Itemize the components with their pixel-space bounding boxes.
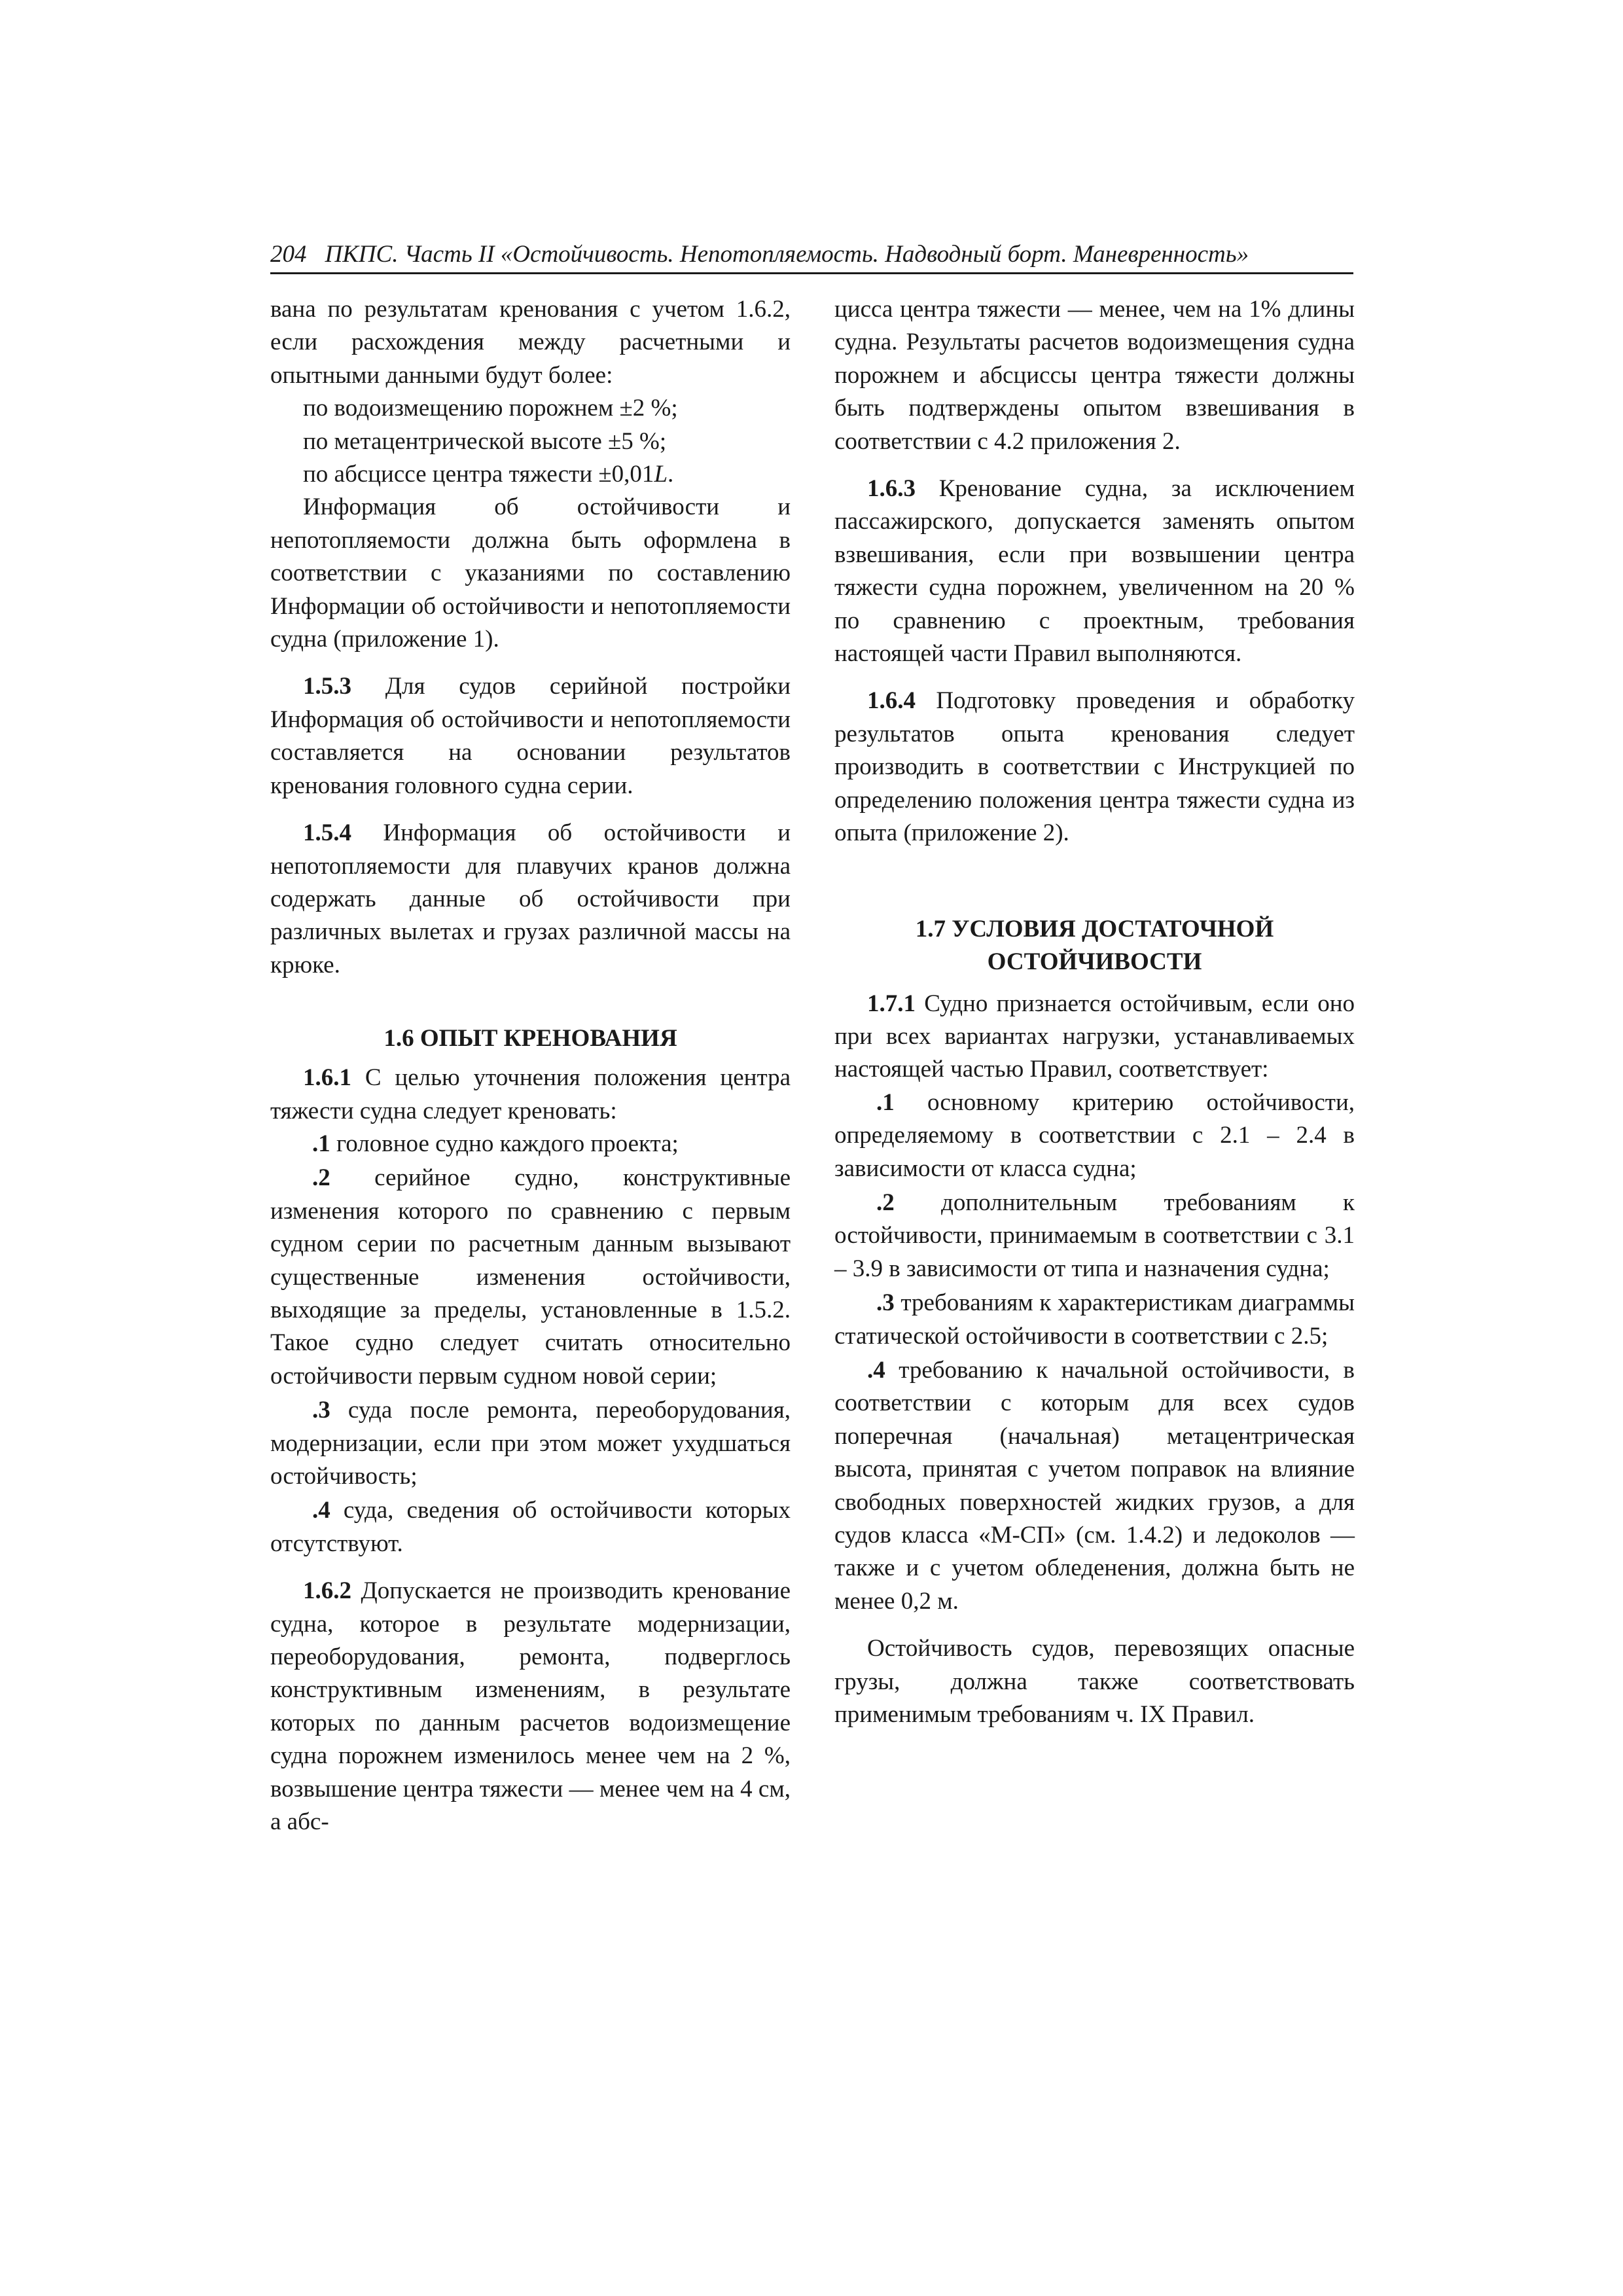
list-item-2 bbox=[270, 1162, 791, 1393]
criterion-item-4 bbox=[834, 1354, 1355, 1618]
list-item-1 bbox=[270, 1128, 791, 1160]
section-1-5-4 bbox=[270, 817, 791, 982]
section-number: 1.6.1 bbox=[303, 1064, 351, 1092]
item-text: головное судно каждого проекта; bbox=[330, 1130, 679, 1157]
criterion-item-2 bbox=[834, 1187, 1355, 1285]
section-text: Для судов серийной постройки Информация об остойчивости и непотопляемости составляется на основании результатов кренования головного судна серии. bbox=[270, 673, 791, 799]
section-1-6-3 bbox=[834, 473, 1355, 670]
item-text: серийное судно, конструктивные изменения которого по сравнению с первым судном серии по расчетным данным вызывают существенные изменения остойчивости, выходящие за пределы, установленные в 1.5.2. Такое судно следует считать относительно остойчивости первым судном новой серии; bbox=[270, 1164, 791, 1390]
item-number: .4 bbox=[867, 1356, 885, 1384]
section-number: 1.5.4 bbox=[303, 819, 351, 847]
header-rule bbox=[270, 272, 1353, 274]
section-text: Судно признается остойчивым, если оно при всех вариантах нагрузки, устанавливаемых настоящей частью Правил, соответствует: bbox=[834, 990, 1355, 1083]
right-column bbox=[834, 293, 1355, 1731]
section-number: 1.7.1 bbox=[867, 990, 916, 1017]
heading-1-7 bbox=[834, 913, 1355, 978]
heading-1-6: 1.6 ОПЫТ КРЕНОВАНИЯ bbox=[383, 1025, 677, 1052]
closing-paragraph: Остойчивость судов, перевозящих опасные грузы, должна также соответствовать применимым требованиям ч. IX Правил. bbox=[834, 1635, 1355, 1729]
section-1-6-4 bbox=[834, 685, 1355, 850]
criterion-item-3 bbox=[834, 1287, 1355, 1353]
section-1-6-2 bbox=[270, 1575, 791, 1839]
tolerance-abscissa bbox=[270, 458, 791, 491]
section-text: Информация об остойчивости и непотопляемости для плавучих кранов должна содержать данные об остойчивости при различных вылетах и грузах различной массы на крюке. bbox=[270, 819, 791, 978]
item-text: суда после ремонта, переоборудования, модернизации, если при этом может ухудшаться остойчивость; bbox=[270, 1397, 791, 1490]
tolerance-abscissa-end: . bbox=[668, 461, 674, 488]
tolerance-displacement: по водоизмещению порожнем ±2 %; bbox=[303, 395, 678, 422]
section-text: Допускается не производить кренование судна, которое в результате модернизации, переоборудования, ремонта, подверглось конструктивным изменениям, в результате которых по данным расчетов водоизмещение судна порожнем изменилось менее чем на 2 %, возвышение центра тяжести — менее чем на 4 см, а абс- bbox=[270, 1577, 791, 1836]
running-header bbox=[270, 240, 1353, 270]
item-number: .3 bbox=[312, 1397, 330, 1424]
header-title: ПКПС. Часть II «Остойчивость. Непотопляемость. Надводный борт. Маневренность» bbox=[325, 241, 1249, 268]
item-text: требованиям к характеристикам диаграммы статической остойчивости в соответствии с 2.5; bbox=[834, 1289, 1355, 1350]
item-number: .1 bbox=[312, 1130, 330, 1157]
item-number: .2 bbox=[876, 1189, 895, 1216]
left-column bbox=[270, 293, 791, 1839]
item-number: .1 bbox=[876, 1088, 895, 1116]
section-text: Кренование судна, за исключением пассажирского, допускается заменять опытом взвешивания, если при возвышении центра тяжести судна порожнем, увеличенном на 20 % по сравнению с проектным, требования настоящей части Правил выполняются. bbox=[834, 475, 1355, 668]
item-text: требованию к начальной остойчивости, в соответствии с которым для всех судов поперечная (начальная) метацентрическая высота, принятая с учетом поправок на влияние свободных поверхностей жидких грузов, а для судов класса «М-СП» (см. 1.4.2) и ледоколов — также и с учетом обледенения, должна быть не менее 0,2 м. bbox=[834, 1356, 1355, 1615]
section-number: 1.6.3 bbox=[867, 475, 916, 503]
item-number: .4 bbox=[312, 1497, 330, 1524]
info-paragraph: Информация об остойчивости и непотопляемости должна быть оформлена в соответствии с указаниями по составлению Информации об остойчивости и непотопляемости судна (приложение 1). bbox=[270, 493, 791, 653]
heading-line-1: 1.7 УСЛОВИЯ ДОСТАТОЧНОЙ bbox=[915, 915, 1274, 942]
section-number: 1.6.4 bbox=[867, 687, 916, 715]
item-text: суда, сведения об остойчивости которых отсутствуют. bbox=[270, 1497, 791, 1557]
criterion-item-1 bbox=[834, 1086, 1355, 1185]
length-symbol: L bbox=[654, 461, 668, 488]
section-1-5-3 bbox=[270, 670, 791, 802]
section-number: 1.5.3 bbox=[303, 673, 351, 700]
section-1-6-1 bbox=[270, 1062, 791, 1128]
section-number: 1.6.2 bbox=[303, 1577, 351, 1605]
section-text: Подготовку проведения и обработку результатов опыта кренования следует производить в соответствии с Инструкцией по определению положения центра тяжести судна из опыта (приложение 2). bbox=[834, 687, 1355, 847]
section-1-7-1 bbox=[834, 988, 1355, 1086]
list-item-4 bbox=[270, 1494, 791, 1560]
heading-line-2: ОСТОЙЧИВОСТИ bbox=[987, 948, 1202, 975]
item-number: .2 bbox=[312, 1164, 330, 1192]
page-number: 204 bbox=[270, 241, 307, 268]
intro-paragraph: вана по результатам кренования с учетом 1.6.2, если расхождения между расчетными и опытными данными будут более: bbox=[270, 296, 791, 389]
item-text: дополнительным требованиям к остойчивости, принимаемым в соответствии с 3.1 – 3.9 в зависимости от типа и назначения судна; bbox=[834, 1189, 1355, 1282]
tolerance-metacentric: по метацентрической высоте ±5 %; bbox=[303, 427, 667, 455]
item-text: основному критерию остойчивости, определяемому в соответствии с 2.1 – 2.4 в зависимости от класса судна; bbox=[834, 1088, 1355, 1182]
item-number: .3 bbox=[876, 1289, 895, 1317]
section-text: С целью уточнения положения центра тяжести судна следует креновать: bbox=[270, 1064, 791, 1124]
tolerance-abscissa-text: по абсциссе центра тяжести ±0,01 bbox=[303, 461, 654, 488]
continuation-paragraph: цисса центра тяжести — менее, чем на 1% длины судна. Результаты расчетов водоизмещения судна порожнем и абсциссы центра тяжести должны быть подтверждены опытом взвешивания в соответствии с 4.2 приложения 2. bbox=[834, 296, 1355, 455]
list-item-3 bbox=[270, 1394, 791, 1493]
